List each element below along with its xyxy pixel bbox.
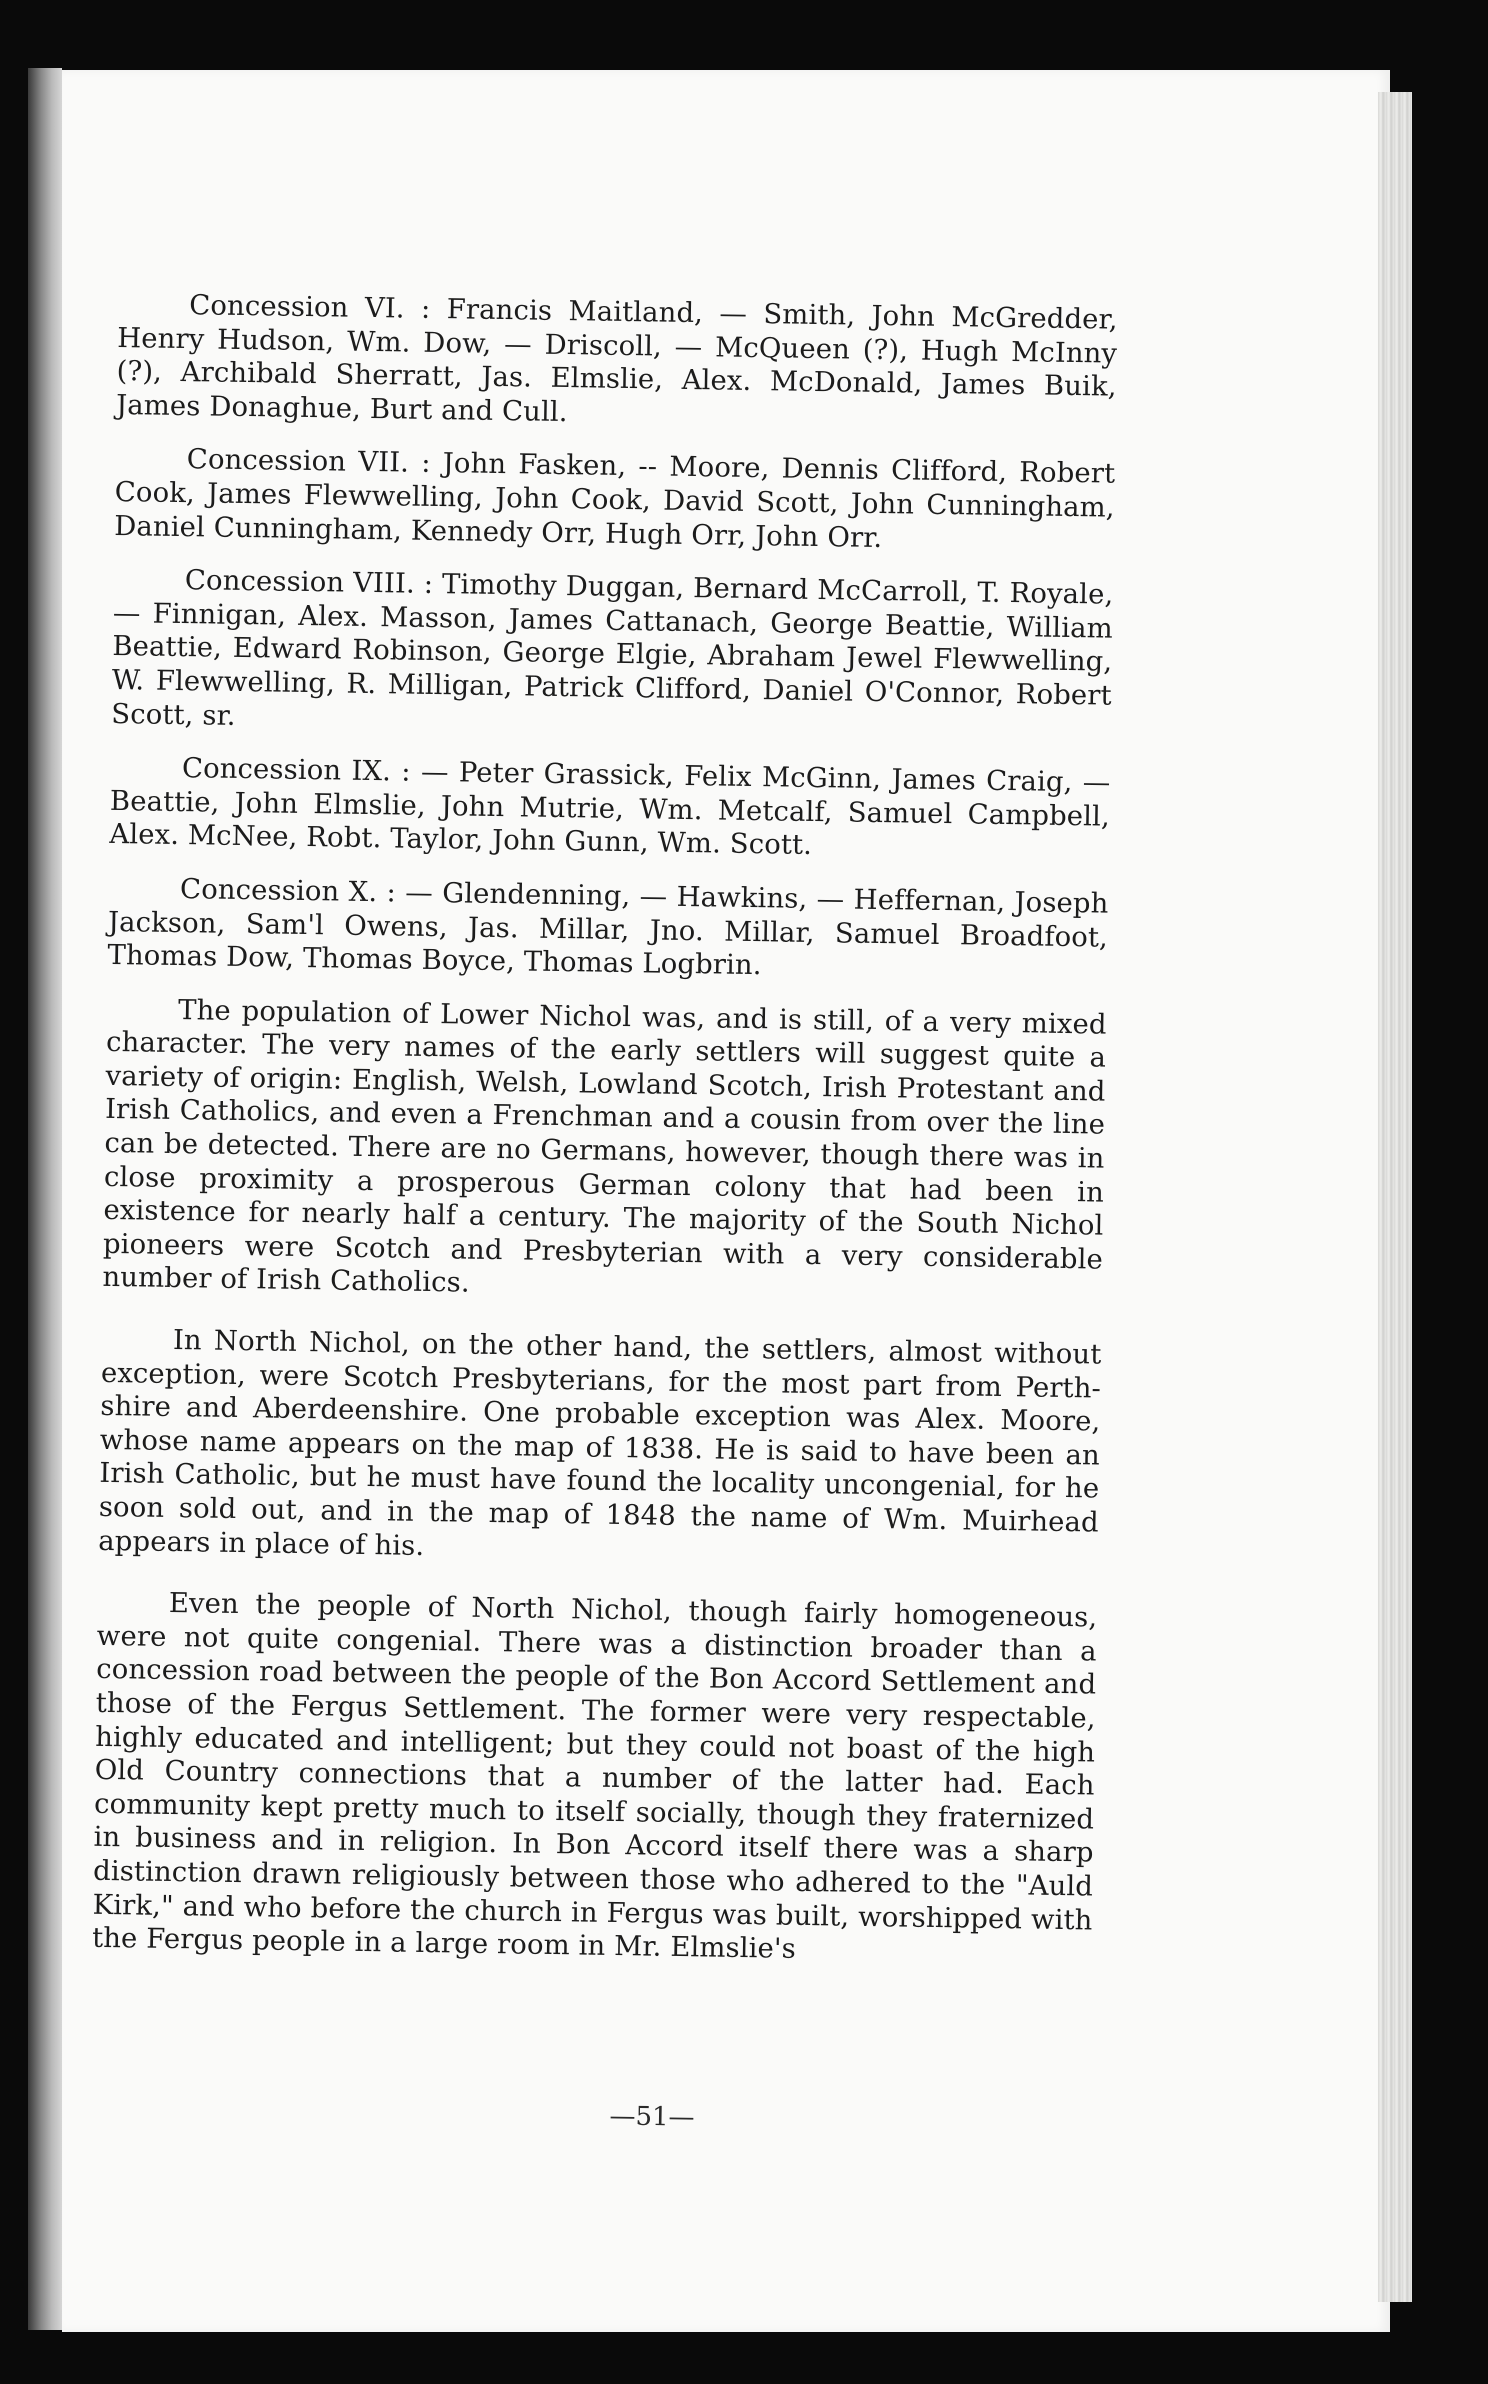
paragraph-concession-ix: Concession IX. : — Peter Grassick, Felix McGinn, James Craig, — Beattie, John Elmslie, John Mutrie, Wm. Metcalf, Samuel Campbell, Alex. McNee, Robt. Taylor, John Gunn, Wm. Scott.	[109, 752, 1111, 862]
paragraph-concession-vi: Concession VI. : Francis Maitland, — Smith, John McGredder, Henry Hudson, Wm. Dow, — Driscoll, — McQueen (?), Hugh McInny (?), Archibald Sherratt, Jas. Elmslie, Alex. McDonald, James Buik, James Donaghue, Burt and Cull.	[115, 289, 1118, 428]
page-stack-edge	[1378, 92, 1412, 2302]
facing-page-edge	[28, 68, 62, 2330]
paragraph-homogeneous: Even the people of North Nichol, though fairly homogeneous, were not quite congenial. There was a distinction broader than a concession road between the people of the Bon Accord Settlement and those of the Fergus Settlement. The former were very respectable, highly educated and intelligent; but they could not boast of the high Old Country connections that a number of the latter had. Each community kept pretty much to itself socially, though they fraternized in business and in religion. In Bon Accord itself there was a sharp distinction drawn religiously between those who adhered to the "Auld Kirk," and who before the church in Fergus was built, worshipped with the Fergus people in a large room in Mr. Elmslie's	[91, 1587, 1098, 1965]
page-number: —51—	[609, 2101, 695, 2133]
paragraph-north-nichol: In North Nichol, on the other hand, the settlers, almost without exception, were Scotch Presbyterians, for the most part from Perthshire and Aberdeenshire. One probable exception was Alex. Moore, whose name appears on the map of 1838. He is said to have been an Irish Catholic, but he must have found the locality uncongenial, for he soon sold out, and in the map of 1848 the name of Wm. Muirhead appears in place of his.	[98, 1324, 1102, 1562]
paragraph-population: The population of Lower Nichol was, and is still, of a very mixed character. The very names of the early settlers will suggest quite a variety of origin: English, Welsh, Lowland Scotch, Irish Protestant and Irish Catholics, and even a Frenchman and a cousin from over the line can be detected. There are no Germans, however, though there was in close proximity a prosperous German colony that had been in existence for nearly half a century. The majority of the South Nichol pioneers were Scotch and Presbyterian with a very considerable number of Irish Catholics.	[102, 993, 1107, 1300]
paragraph-concession-vii: Concession VII. : John Fasken, -- Moore, Dennis Clifford, Robert Cook, James Flewwelling, John Cook, David Scott, John Cunningham, Daniel Cunningham, Kennedy Orr, Hugh Orr, John Orr.	[114, 443, 1116, 554]
paragraph-concession-x: Concession X. : — Glendenning, — Hawkins, — Heffernan, Joseph Jackson, Sam'l Owens, Jas. Millar, Jno. Millar, Samuel Broadfoot, Thomas Dow, Thomas Boyce, Thomas Logbrin.	[107, 872, 1109, 982]
page-text	[91, 288, 1118, 1999]
paragraph-concession-viii: Concession VIII. : Timothy Duggan, Bernard McCarroll, T. Royale, — Finnigan, Alex. Masson, James Cattanach, George Beattie, William Beattie, Edward Robinson, George Elgie, Abraham Jewel Flewwelling, W. Flewwelling, R. Milligan, Patrick Clifford, Daniel O'Connor, Robert Scott, sr.	[111, 564, 1114, 732]
